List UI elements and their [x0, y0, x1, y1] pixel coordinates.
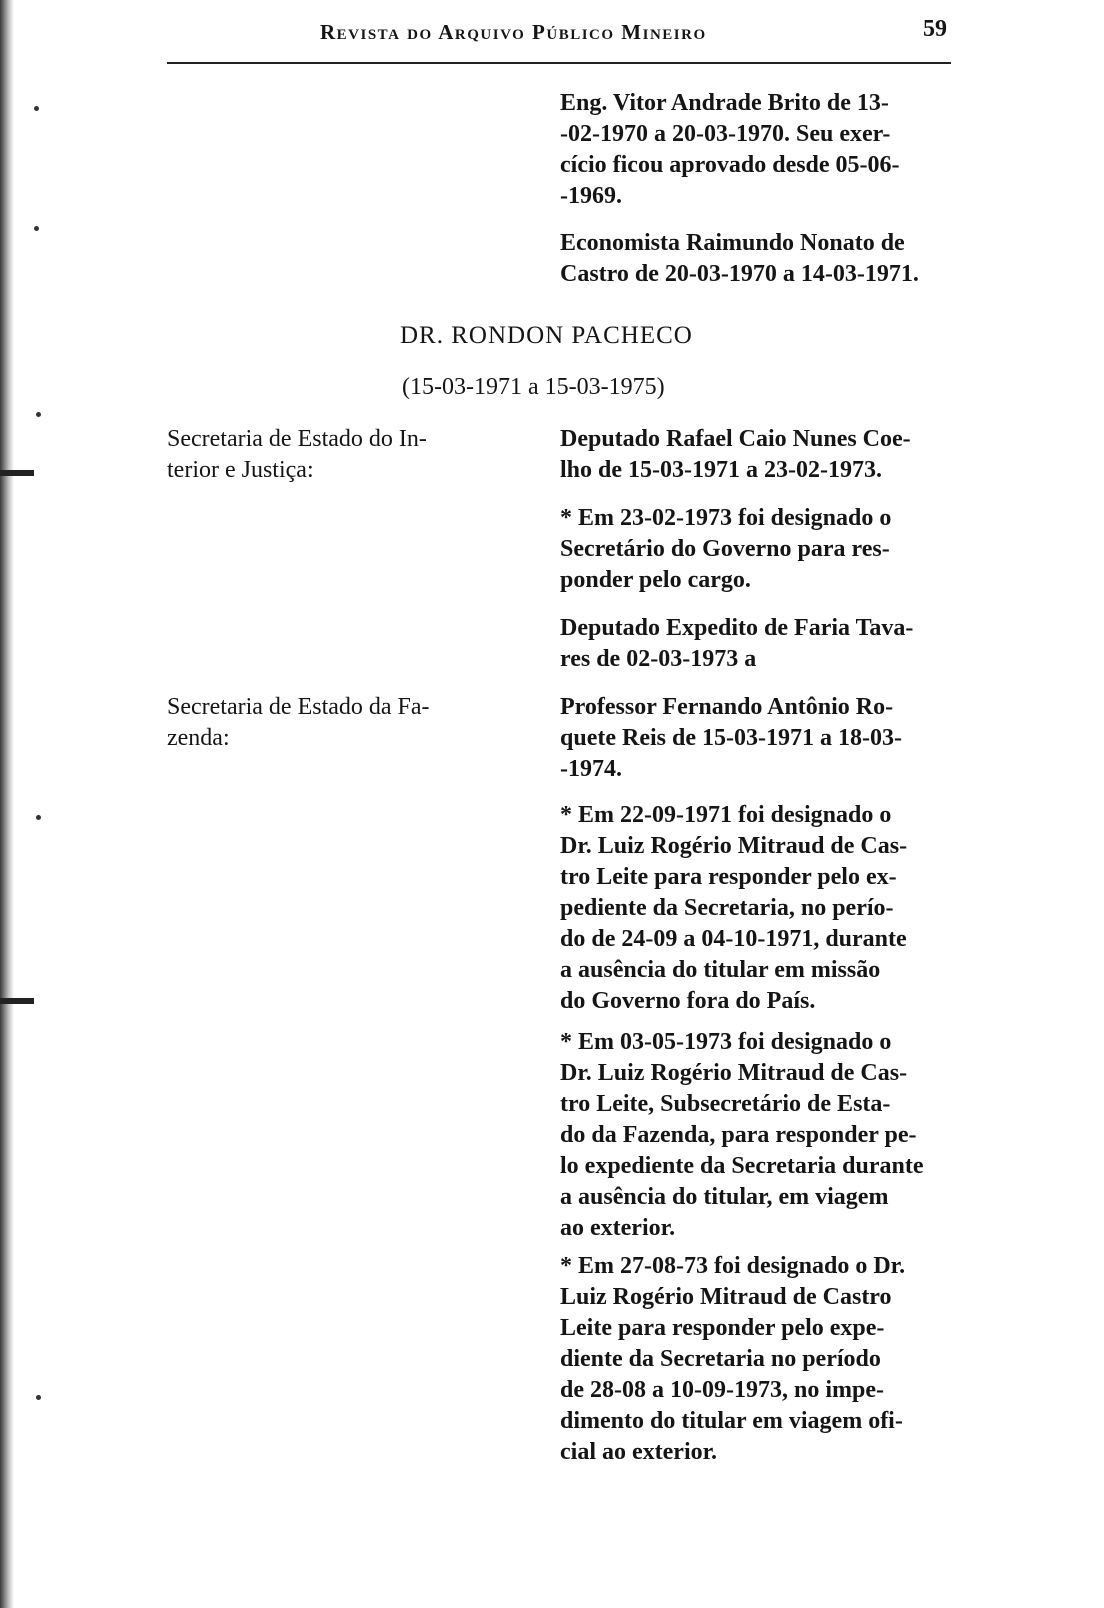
text-line: Professor Fernando Antônio Ro- — [560, 694, 894, 720]
edge-mark — [0, 998, 34, 1004]
text-line: ao exterior. — [560, 1215, 676, 1241]
text-line: * Em 03-05-1973 foi designado o — [560, 1029, 892, 1055]
text-line: a ausência do titular em missão — [560, 957, 881, 983]
governor-heading: DR. RONDON PACHECO — [400, 322, 693, 349]
scanned-page-edge — [0, 0, 14, 1608]
text-line: Secretário do Governo para res- — [560, 536, 890, 562]
secretariat-fazenda — [167, 692, 517, 754]
text-line: Secretaria de Estado da Fa- — [167, 694, 430, 720]
text-line: * Em 23-02-1973 foi designado o — [560, 505, 892, 531]
text-line: lho de 15-03-1971 a 23-02-1973. — [560, 457, 882, 483]
text-line: Dr. Luiz Rogério Mitraud de Cas- — [560, 1060, 908, 1086]
text-line: Eng. Vitor Andrade Brito de 13- — [560, 90, 889, 116]
note-22-09-1971 — [560, 800, 952, 1017]
text-line: cial ao exterior. — [560, 1439, 718, 1465]
speck — [36, 815, 41, 820]
text-line: Castro de 20-03-1970 a 14-03-1971. — [560, 261, 919, 287]
speck — [34, 106, 39, 111]
text-line: tro Leite para responder pelo ex- — [560, 864, 897, 890]
text-line: cício ficou aprovado desde 05-06- — [560, 152, 900, 178]
text-line: res de 02-03-1973 a — [560, 646, 757, 672]
header-rule — [167, 62, 951, 64]
text-line: Dr. Luiz Rogério Mitraud de Cas- — [560, 833, 908, 859]
text-line: do da Fazenda, para responder pe- — [560, 1122, 917, 1148]
text-line: lo expediente da Secretaria durante — [560, 1153, 924, 1179]
text-line: terior e Justiça: — [167, 457, 314, 483]
text-line: de 28-08 a 10-09-1973, no impe- — [560, 1377, 884, 1403]
entry-expedito-faria — [560, 613, 952, 675]
page-number: 59 — [923, 16, 947, 42]
text-line: * Em 27-08-73 foi designado o Dr. — [560, 1253, 906, 1279]
running-head: Revista do Arquivo Público Mineiro — [320, 20, 707, 44]
text-line: Leite para responder pelo expe- — [560, 1315, 885, 1341]
speck — [36, 1395, 41, 1400]
note-03-05-1973 — [560, 1027, 952, 1244]
text-line: zenda: — [167, 725, 230, 751]
text-line: a ausência do titular, em viagem — [560, 1184, 889, 1210]
text-line: Economista Raimundo Nonato de — [560, 230, 905, 256]
text-line: diente da Secretaria no período — [560, 1346, 881, 1372]
entry-raimundo-nonato — [560, 228, 952, 290]
entry-rafael-caio — [560, 424, 952, 486]
speck — [34, 226, 39, 231]
text-line: tro Leite, Subsecretário de Esta- — [560, 1091, 891, 1117]
note-23-02-1973 — [560, 503, 952, 596]
secretariat-interior-justica — [167, 424, 517, 486]
entry-vitor-andrade — [560, 88, 952, 212]
text-line: do Governo fora do País. — [560, 988, 816, 1014]
text-line: -1974. — [560, 756, 622, 782]
text-line: do de 24-09 a 04-10-1971, durante — [560, 926, 907, 952]
text-line: Secretaria de Estado do In- — [167, 426, 427, 452]
text-line: Deputado Rafael Caio Nunes Coe- — [560, 426, 911, 452]
text-line: -1969. — [560, 183, 622, 209]
entry-fernando-antonio — [560, 692, 952, 785]
text-line: quete Reis de 15-03-1971 a 18-03- — [560, 725, 902, 751]
text-line: Luiz Rogério Mitraud de Castro — [560, 1284, 892, 1310]
edge-mark — [0, 470, 34, 476]
text-line: ponder pelo cargo. — [560, 567, 751, 593]
text-line: -02-1970 a 20-03-1970. Seu exer- — [560, 121, 891, 147]
speck — [36, 412, 41, 417]
note-27-08-73 — [560, 1251, 952, 1468]
text-line: dimento do titular em viagem ofi- — [560, 1408, 903, 1434]
page-header — [0, 10, 1104, 50]
text-line: * Em 22-09-1971 foi designado o — [560, 802, 892, 828]
text-line: pediente da Secretaria, no perío- — [560, 895, 894, 921]
text-line: Deputado Expedito de Faria Tava- — [560, 615, 914, 641]
governor-term: (15-03-1971 a 15-03-1975) — [402, 374, 665, 400]
